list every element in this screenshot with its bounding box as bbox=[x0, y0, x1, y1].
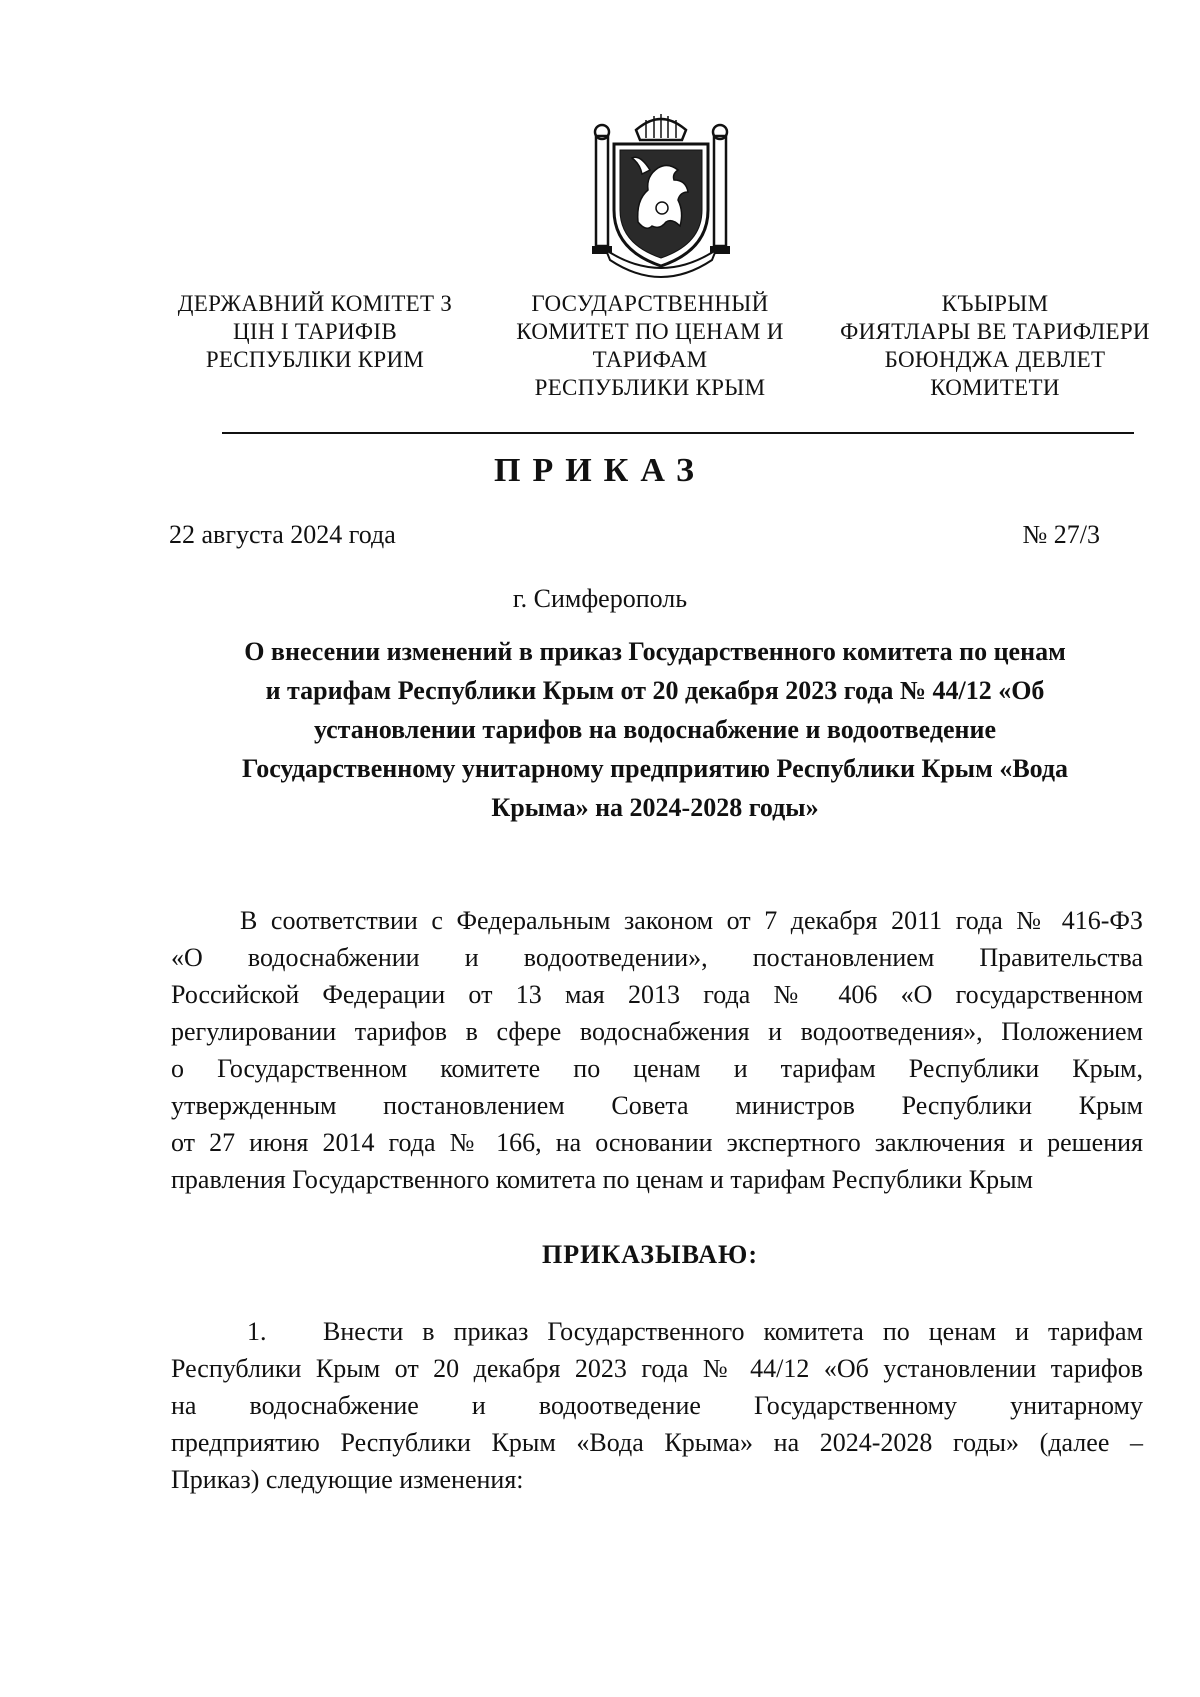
header-crimean-tatar-line: ФИЯТЛАРЫ ВЕ ТАРИФЛЕРИ bbox=[840, 319, 1150, 344]
preamble-line: правления Государственного комитета по ценам и тарифам Республики Крым bbox=[171, 1165, 1033, 1194]
document-date: 22 августа 2024 года bbox=[169, 520, 396, 549]
item-1-line: Внести в приказ Государственного комитета по ценам и тарифам bbox=[323, 1317, 1143, 1346]
order-command: ПРИКАЗЫВАЮ: bbox=[542, 1240, 758, 1269]
subject-line: О внесении изменений в приказ Государственного комитета по ценам bbox=[244, 637, 1066, 666]
document-city: г. Симферополь bbox=[512, 584, 688, 613]
item-1-paragraph bbox=[171, 1313, 1143, 1498]
subject-line: установлении тарифов на водоснабжение и водоотведение bbox=[313, 715, 997, 744]
header-divider bbox=[222, 432, 1134, 434]
document-number: № 27/3 bbox=[1022, 520, 1100, 549]
preamble-line: от 27 июня 2014 года № 166, на основании экспертного заключения и решения bbox=[171, 1128, 1143, 1157]
preamble-line: «О водоснабжении и водоотведении», постановлением Правительства bbox=[171, 943, 1143, 972]
header-ukrainian-line: РЕСПУБЛІКИ КРИМ bbox=[205, 347, 425, 372]
trilingual-header bbox=[170, 290, 1150, 402]
item-1-number: 1. bbox=[247, 1317, 267, 1346]
subject-line: Государственному унитарному предприятию Республики Крым «Вода bbox=[241, 754, 1069, 783]
subject-line: Крыма» на 2024-2028 годы» bbox=[491, 793, 819, 822]
item-1-line: Приказ) следующие изменения: bbox=[171, 1465, 524, 1494]
document-type-title: ПРИКАЗ bbox=[494, 452, 706, 489]
item-1-line: на водоснабжение и водоотведение Государственному унитарному bbox=[171, 1391, 1143, 1420]
header-ukrainian-line: ЦІН І ТАРИФІВ bbox=[232, 319, 398, 344]
header-ukrainian bbox=[170, 290, 460, 402]
subject-line: и тарифам Республики Крым от 20 декабря 2023 года № 44/12 «Об bbox=[265, 676, 1045, 705]
coat-of-arms-emblem bbox=[588, 110, 734, 282]
preamble-line: Российской Федерации от 13 мая 2013 года № 406 «О государственном bbox=[171, 980, 1143, 1009]
header-russian-line: КОМИТЕТ ПО ЦЕНАМ И bbox=[516, 319, 784, 344]
header-russian-line: ТАРИФАМ bbox=[592, 347, 708, 372]
preamble-line: о Государственном комитете по ценам и тарифам Республики Крым, bbox=[171, 1054, 1143, 1083]
header-crimean-tatar-line: БОЮНДЖА ДЕВЛЕТ bbox=[884, 347, 1106, 372]
header-ukrainian-line: ДЕРЖАВНИЙ КОМІТЕТ З bbox=[177, 291, 453, 316]
header-russian-line: ГОСУДАРСТВЕННЫЙ bbox=[531, 291, 769, 316]
document-subject bbox=[190, 632, 1120, 827]
header-crimean-tatar-line: КЪЫРЫМ bbox=[941, 291, 1049, 316]
preamble-line: В соответствии с Федеральным законом от 7 декабря 2011 года № 416-ФЗ bbox=[240, 906, 1143, 935]
header-russian bbox=[500, 290, 800, 402]
item-1-first-line bbox=[171, 1313, 1143, 1350]
header-russian-line: РЕСПУБЛИКИ КРЫМ bbox=[534, 375, 766, 400]
preamble-paragraph bbox=[171, 902, 1143, 1198]
preamble-line: регулировании тарифов в сфере водоснабжения и водоотведения», Положением bbox=[171, 1017, 1143, 1046]
item-1-line: предприятию Республики Крым «Вода Крыма» на 2024-2028 годы» (далее – bbox=[171, 1428, 1143, 1457]
header-crimean-tatar-line: КОМИТЕТИ bbox=[930, 375, 1060, 400]
header-crimean-tatar bbox=[840, 290, 1150, 402]
preamble-line: утвержденным постановлением Совета министров Республики Крым bbox=[171, 1091, 1143, 1120]
item-1-line: Республики Крым от 20 декабря 2023 года № 44/12 «Об установлении тарифов bbox=[171, 1354, 1143, 1383]
